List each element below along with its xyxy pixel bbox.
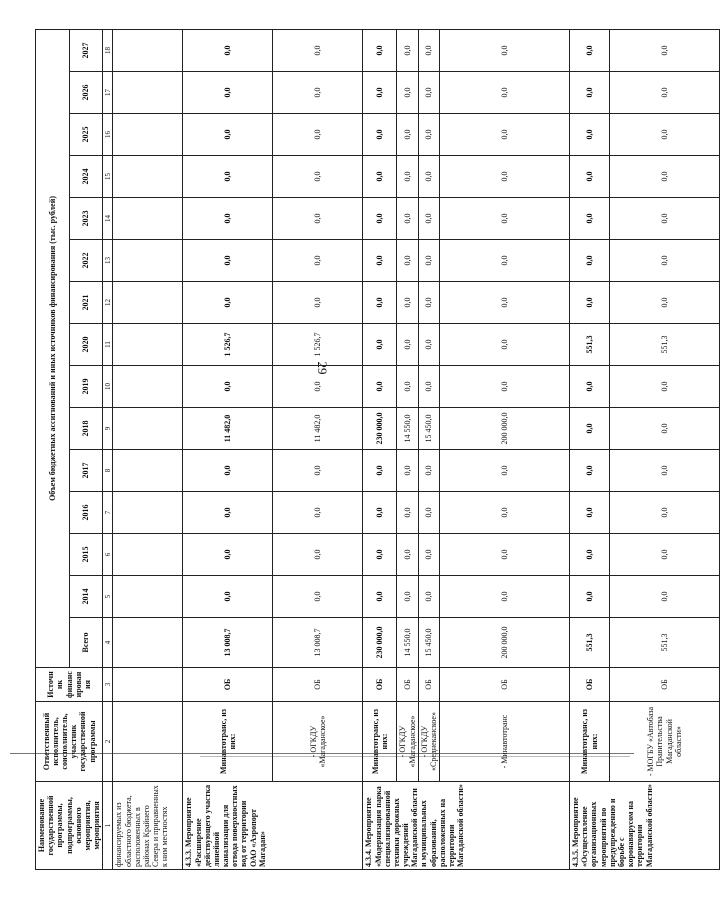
source-cell: ОБ [610, 668, 720, 702]
year-value-cell: 0,0 [183, 366, 273, 408]
year-value-cell: 0,0 [610, 408, 720, 450]
responsible-cell: Минавтотранс, из них: [183, 702, 273, 782]
year-value-cell: 0,0 [440, 366, 570, 408]
year-value-cell: 0,0 [397, 450, 418, 492]
column-number: 13 [103, 240, 113, 282]
table-row [183, 29, 273, 869]
year-value-cell: 1 526,7 [273, 324, 363, 366]
year-value-cell: 0,0 [363, 156, 397, 198]
year-value-cell: 0,0 [610, 72, 720, 114]
year-value-cell: 0,0 [397, 29, 418, 71]
header-year: 2023 [69, 198, 103, 240]
total-cell: 551,3 [570, 618, 610, 668]
year-value-cell: 0,0 [570, 198, 610, 240]
year-value-cell [113, 29, 183, 71]
year-value-cell: 0,0 [570, 408, 610, 450]
responsible-cell: Минавтотранс, из них: [363, 702, 397, 782]
year-value-cell: 0,0 [363, 114, 397, 156]
year-value-cell: 0,0 [183, 576, 273, 618]
year-value-cell: 0,0 [363, 450, 397, 492]
year-value-cell: 11 482,0 [273, 408, 363, 450]
header-responsible: Ответственный исполнитель, соисполнитель, участник государственной программы [36, 702, 103, 782]
header-year: 2027 [69, 29, 103, 71]
year-value-cell: 0,0 [610, 114, 720, 156]
header-year: 2024 [69, 156, 103, 198]
header-year: 2026 [69, 72, 103, 114]
year-value-cell: 0,0 [363, 324, 397, 366]
year-value-cell: 0,0 [397, 576, 418, 618]
year-value-cell: 0,0 [273, 450, 363, 492]
year-value-cell: 0,0 [418, 282, 439, 324]
column-number: 8 [103, 450, 113, 492]
header-volume: Объем бюджетных ассигнований и иных источников финансирования (тыс. рублей) [36, 29, 70, 667]
header-year: 2025 [69, 114, 103, 156]
header-year: 2016 [69, 492, 103, 534]
year-value-cell: 551,3 [610, 324, 720, 366]
year-value-cell: 0,0 [273, 198, 363, 240]
column-number: 2 [103, 702, 113, 782]
year-value-cell: 14 550,0 [397, 408, 418, 450]
year-value-cell: 0,0 [397, 366, 418, 408]
year-value-cell: 0,0 [440, 156, 570, 198]
total-cell: 551,3 [610, 618, 720, 668]
year-value-cell [113, 114, 183, 156]
year-value-cell: 0,0 [610, 29, 720, 71]
year-value-cell: 0,0 [440, 324, 570, 366]
year-value-cell: 0,0 [418, 72, 439, 114]
header-year: 2014 [69, 576, 103, 618]
responsible-cell: - ОГКДУ «Магаданское» [273, 702, 363, 782]
column-number: 12 [103, 282, 113, 324]
year-value-cell: 0,0 [570, 114, 610, 156]
year-value-cell: 0,0 [273, 366, 363, 408]
column-number: 15 [103, 156, 113, 198]
source-cell: ОБ [570, 668, 610, 702]
header-name: Наименование государственной программы, подпрограммы, основного мероприятия, мероприятия [36, 782, 103, 870]
column-number: 18 [103, 29, 113, 71]
year-value-cell: 0,0 [183, 114, 273, 156]
year-value-cell: 0,0 [418, 198, 439, 240]
page-number: 29 [315, 361, 330, 375]
year-value-cell: 0,0 [273, 156, 363, 198]
year-value-cell: 0,0 [397, 534, 418, 576]
total-cell: 15 450,0 [418, 618, 439, 668]
year-value-cell: 0,0 [183, 282, 273, 324]
year-value-cell: 0,0 [418, 366, 439, 408]
table-row [570, 29, 610, 869]
year-value-cell: 0,0 [440, 72, 570, 114]
year-value-cell: 0,0 [183, 72, 273, 114]
year-value-cell: 0,0 [440, 492, 570, 534]
table-row [363, 29, 397, 869]
year-value-cell: 0,0 [273, 114, 363, 156]
responsible-cell: Минавтотранс, из них: [570, 702, 610, 782]
year-value-cell: 0,0 [570, 240, 610, 282]
year-value-cell: 0,0 [570, 576, 610, 618]
year-value-cell: 15 450,0 [418, 408, 439, 450]
year-value-cell: 0,0 [610, 156, 720, 198]
year-value-cell [113, 576, 183, 618]
header-year: 2017 [69, 450, 103, 492]
year-value-cell: 0,0 [183, 156, 273, 198]
table-row [440, 29, 570, 869]
year-value-cell [113, 72, 183, 114]
year-value-cell: 0,0 [363, 282, 397, 324]
responsible-cell: - МОГБУ «Автобаза Правительства Магаданской области» [610, 702, 720, 782]
year-value-cell: 0,0 [397, 114, 418, 156]
year-value-cell: 0,0 [440, 282, 570, 324]
year-value-cell [113, 492, 183, 534]
year-value-cell: 0,0 [363, 198, 397, 240]
year-value-cell: 200 000,0 [440, 408, 570, 450]
total-cell: 13 008,7 [273, 618, 363, 668]
activity-name-cell: 4.3.4. Мероприятие «Модернизация парка специализированной техники дорожных учреждений Магаданской области и муниципальных образований, расположенных на территории Магаданской области» [363, 782, 570, 870]
year-value-cell: 0,0 [610, 534, 720, 576]
table-row [113, 29, 183, 869]
year-value-cell: 0,0 [273, 240, 363, 282]
year-value-cell [113, 534, 183, 576]
total-cell: 200 000,0 [440, 618, 570, 668]
responsible-cell: - ОГКДУ «Магаданское» [397, 702, 418, 782]
header-year: 2019 [69, 366, 103, 408]
column-number: 6 [103, 534, 113, 576]
year-value-cell: 0,0 [183, 450, 273, 492]
year-value-cell: 0,0 [397, 492, 418, 534]
year-value-cell: 0,0 [610, 240, 720, 282]
header-year: 2020 [69, 324, 103, 366]
column-number: 16 [103, 114, 113, 156]
year-value-cell: 0,0 [183, 29, 273, 71]
year-value-cell: 0,0 [570, 72, 610, 114]
year-value-cell: 0,0 [418, 492, 439, 534]
table-row [610, 29, 720, 869]
year-value-cell: 0,0 [363, 366, 397, 408]
year-value-cell: 0,0 [418, 576, 439, 618]
year-value-cell: 0,0 [440, 240, 570, 282]
activity-name-cell: финансируемых из областного бюджета, расположенных в районах Крайнего Севера и приравненных к ним местностях [113, 782, 183, 870]
source-cell: ОБ [183, 668, 273, 702]
source-cell: ОБ [397, 668, 418, 702]
year-value-cell: 0,0 [418, 29, 439, 71]
source-cell [113, 668, 183, 702]
year-value-cell: 0,0 [273, 282, 363, 324]
column-number: 10 [103, 366, 113, 408]
header-total: Всего [69, 618, 103, 668]
year-value-cell: 0,0 [570, 534, 610, 576]
source-cell: ОБ [418, 668, 439, 702]
year-value-cell: 0,0 [397, 240, 418, 282]
year-value-cell [113, 450, 183, 492]
year-value-cell [113, 366, 183, 408]
responsible-cell: - Минавтотранс [440, 702, 570, 782]
table-row [397, 29, 418, 869]
year-value-cell: 0,0 [570, 29, 610, 71]
table-row [418, 29, 439, 869]
total-cell: 14 550,0 [397, 618, 418, 668]
column-number: 11 [103, 324, 113, 366]
year-value-cell [113, 240, 183, 282]
responsible-cell: - ОГКДУ «Среднеканское» [418, 702, 439, 782]
column-number: 9 [103, 408, 113, 450]
year-value-cell: 0,0 [610, 576, 720, 618]
year-value-cell: 11 482,0 [183, 408, 273, 450]
column-number: 4 [103, 618, 113, 668]
column-numbers-row [103, 29, 113, 869]
year-value-cell: 0,0 [273, 534, 363, 576]
year-value-cell: 0,0 [440, 198, 570, 240]
year-value-cell: 0,0 [397, 72, 418, 114]
year-value-cell: 0,0 [363, 492, 397, 534]
year-value-cell: 0,0 [440, 576, 570, 618]
year-value-cell: 0,0 [610, 492, 720, 534]
column-number: 3 [103, 668, 113, 702]
responsible-cell [113, 702, 183, 782]
year-value-cell: 1 526,7 [183, 324, 273, 366]
year-value-cell: 0,0 [183, 534, 273, 576]
financing-table [35, 29, 720, 870]
year-value-cell: 0,0 [183, 492, 273, 534]
year-value-cell: 0,0 [363, 576, 397, 618]
year-value-cell: 0,0 [183, 198, 273, 240]
year-value-cell [113, 198, 183, 240]
source-cell: ОБ [440, 668, 570, 702]
column-number: 5 [103, 576, 113, 618]
header-year: 2015 [69, 534, 103, 576]
rotated-table-wrapper [35, 30, 683, 870]
year-value-cell: 0,0 [610, 198, 720, 240]
header-year: 2022 [69, 240, 103, 282]
year-value-cell: 0,0 [610, 450, 720, 492]
year-value-cell: 0,0 [570, 282, 610, 324]
year-value-cell: 0,0 [418, 534, 439, 576]
year-value-cell: 0,0 [397, 282, 418, 324]
year-value-cell: 0,0 [363, 240, 397, 282]
column-number: 7 [103, 492, 113, 534]
year-value-cell: 0,0 [363, 534, 397, 576]
year-value-cell: 0,0 [570, 366, 610, 408]
year-value-cell: 0,0 [418, 156, 439, 198]
column-number: 1 [103, 782, 113, 870]
year-value-cell: 551,3 [570, 324, 610, 366]
header-year: 2021 [69, 282, 103, 324]
year-value-cell: 0,0 [363, 72, 397, 114]
year-value-cell: 0,0 [273, 492, 363, 534]
source-cell: ОБ [273, 668, 363, 702]
activity-name-cell: 4.3.5. Мероприятие «Осуществление организационных мероприятий по предупреждению и борьбе с коронавирусом на территории Магаданской области» [570, 782, 720, 870]
year-value-cell: 0,0 [610, 282, 720, 324]
year-value-cell: 0,0 [397, 324, 418, 366]
year-value-cell: 0,0 [440, 29, 570, 71]
year-value-cell: 0,0 [273, 72, 363, 114]
year-value-cell [113, 282, 183, 324]
year-value-cell: 0,0 [610, 366, 720, 408]
year-value-cell: 0,0 [397, 156, 418, 198]
activity-name-cell: 4.3.3. Мероприятие «Расширение действующего участка линейной канализации для отвода поверхностных вод от территории ОАО «Аэропорт Магадан» [183, 782, 363, 870]
column-number: 14 [103, 198, 113, 240]
year-value-cell: 0,0 [418, 240, 439, 282]
total-cell: 13 008,7 [183, 618, 273, 668]
year-value-cell [113, 408, 183, 450]
total-cell: 230 000,0 [363, 618, 397, 668]
year-value-cell: 0,0 [440, 450, 570, 492]
year-value-cell: 0,0 [570, 492, 610, 534]
year-value-cell: 0,0 [418, 450, 439, 492]
year-value-cell: 0,0 [570, 450, 610, 492]
year-value-cell: 0,0 [440, 114, 570, 156]
total-cell [113, 618, 183, 668]
column-number: 17 [103, 72, 113, 114]
year-value-cell [113, 156, 183, 198]
source-cell: ОБ [363, 668, 397, 702]
year-value-cell: 0,0 [570, 156, 610, 198]
year-value-cell: 0,0 [418, 114, 439, 156]
year-value-cell: 0,0 [363, 29, 397, 71]
year-value-cell: 0,0 [183, 240, 273, 282]
year-value-cell: 0,0 [440, 534, 570, 576]
year-value-cell: 230 000,0 [363, 408, 397, 450]
year-value-cell [113, 324, 183, 366]
table-row [273, 29, 363, 869]
year-value-cell: 0,0 [273, 576, 363, 618]
header-year: 2018 [69, 408, 103, 450]
year-value-cell: 0,0 [397, 198, 418, 240]
header-source: Источник финансирования [36, 668, 103, 702]
year-value-cell: 0,0 [273, 29, 363, 71]
year-value-cell: 0,0 [418, 324, 439, 366]
